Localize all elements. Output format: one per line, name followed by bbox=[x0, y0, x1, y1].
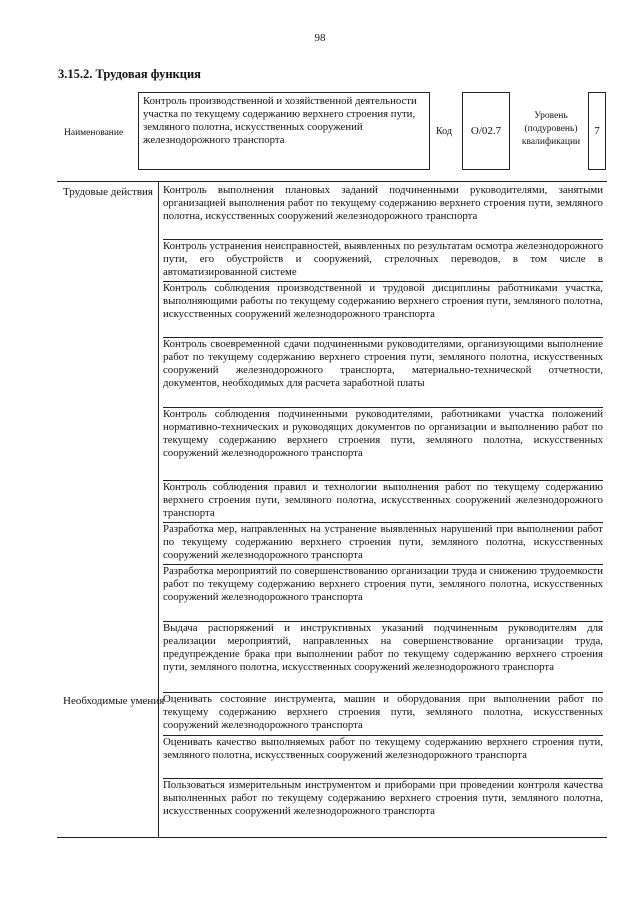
code-label: Код bbox=[436, 126, 452, 137]
column-divider bbox=[158, 182, 159, 837]
table-row: Оценивать состояние инструмента, машин и оборудования при выполнении работ по текущему содержанию верхнего строения пути, земляного полотна, искусственных сооружений железнодорожного транспорта bbox=[163, 693, 603, 736]
table-row: Контроль своевременной сдачи подчиненными руководителями, организующими выполнение работ по текущему содержанию верхнего строения пути, земляного полотна, искусственных сооружений железнодорожного транспорта, материально-технической отчетности, документов, необходимых для расчета заработной платы bbox=[163, 338, 603, 408]
table-row: Контроль устранения неисправностей, выявленных по результатам осмотра железнодорожного пути, его обустройств и сооружений, стрелочных переводов, в том числе в автоматизированной системе bbox=[163, 240, 603, 282]
table-row: Разработка мероприятий по совершенствованию организации труда и снижению трудоемкости работ по текущему содержанию верхнего строения пути, земляного полотна, искусственных сооружений железнодорожного транспорта bbox=[163, 565, 603, 622]
function-header bbox=[60, 92, 610, 172]
table-row: Контроль соблюдения правил и технологии выполнения работ по текущему содержанию верхнего строения пути, земляного полотна, искусственных сооружений железнодорожного транспорта bbox=[163, 481, 603, 523]
section-title: 3.15.2. Трудовая функция bbox=[58, 67, 201, 81]
level-value: 7 bbox=[588, 92, 606, 170]
code-value: О/02.7 bbox=[462, 92, 510, 170]
table-row: Выдача распоряжений и инструктивных указаний подчиненным руководителям для реализации мероприятий, направленных на совершенствование организации труда, предупреждение брака при выполнении работ по текущему содержанию верхнего строения пути, земляного полотна, искусственных сооружений железнодорожного транспорта bbox=[163, 622, 603, 693]
section-label-required-skills: Необходимые умения bbox=[63, 695, 165, 707]
table-row: Пользоваться измерительным инструментом и приборами при проведении контроля качества выполненных работ по текущему содержанию верхнего строения пути, земляного полотна, искусственных сооружений железнодорожного транспорта bbox=[163, 779, 603, 817]
table-row: Контроль соблюдения производственной и трудовой дисциплины работниками участка, выполняющими работы по текущему содержанию верхнего строения пути, земляного полотна, искусственных сооружений железнодорожного транспорта bbox=[163, 282, 603, 338]
name-value: Контроль производственной и хозяйственной деятельности участка по текущему содержанию верхнего строения пути, земляного полотна, искусственных сооружений железнодорожного транспорта bbox=[138, 92, 430, 170]
function-table bbox=[57, 181, 607, 838]
table-row: Контроль соблюдения подчиненными руководителями, работниками участка положений нормативно-технических и руководящих документов по организации и выполнению работ по текущему содержанию верхнего строения пути, земляного полотна, искусственных сооружений железнодорожного транспорта bbox=[163, 408, 603, 481]
table-row: Оценивать качество выполняемых работ по текущему содержанию верхнего строения пути, земляного полотна, искусственных сооружений железнодорожного транспорта bbox=[163, 736, 603, 779]
section-label-labor-actions: Трудовые действия bbox=[63, 186, 153, 198]
table-row: Разработка мер, направленных на устранение выявленных нарушений при выполнении работ по текущему содержанию верхнего строения пути, земляного полотна, искусственных сооружений железнодорожного транспорта bbox=[163, 523, 603, 565]
table-row: Контроль выполнения плановых заданий подчиненными руководителями, занятыми организацией выполнения работ по текущему содержанию верхнего строения пути, земляного полотна, искусственных сооружений железнодорожного транспорта bbox=[163, 184, 603, 240]
name-label: Наименование bbox=[64, 128, 124, 138]
level-label: Уровень (подуровень) квалификации bbox=[521, 111, 581, 147]
page-number: 98 bbox=[314, 32, 326, 44]
